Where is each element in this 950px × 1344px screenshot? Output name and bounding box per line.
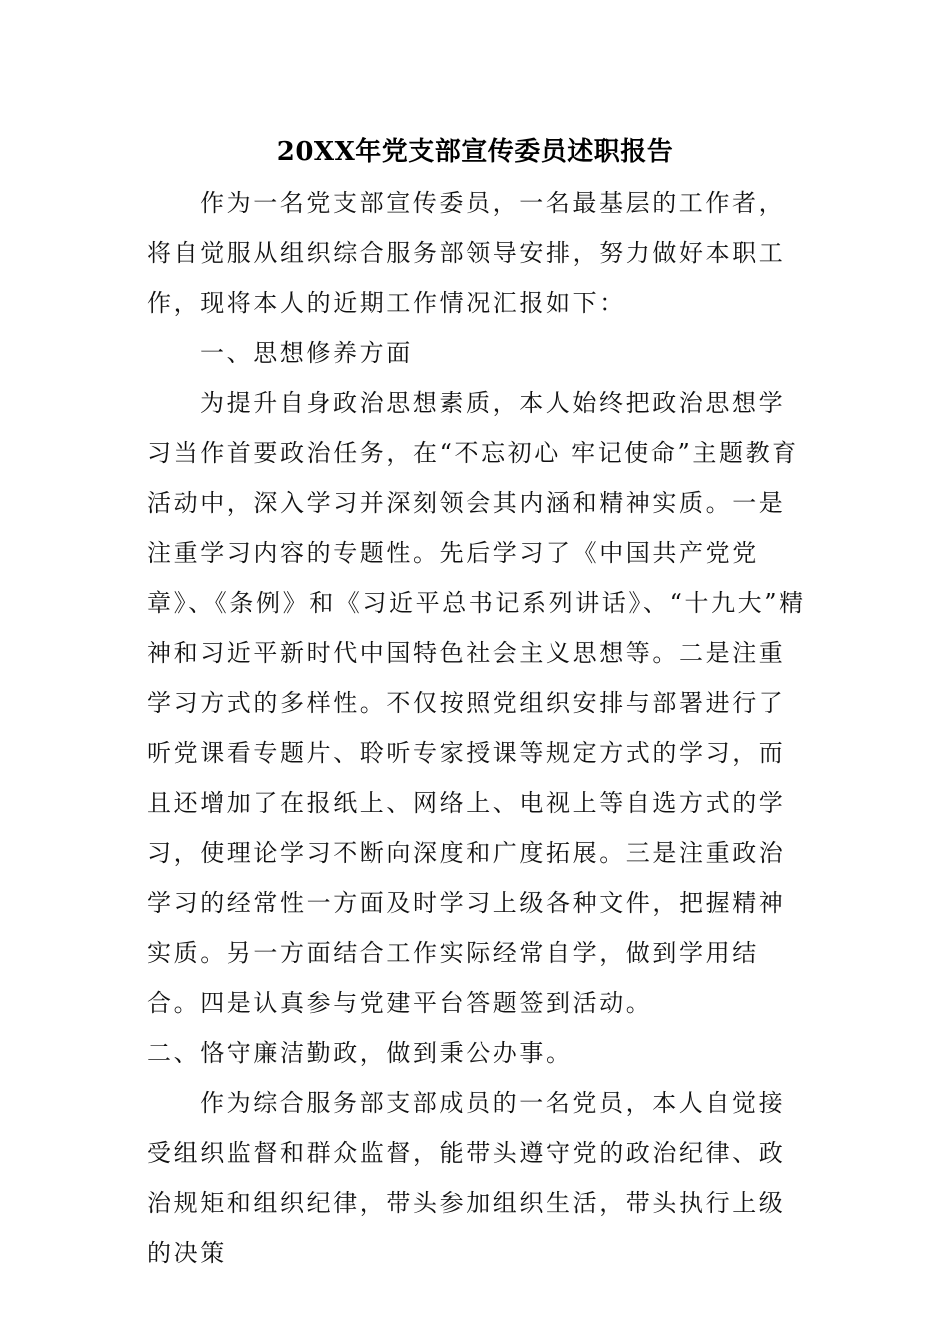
section-heading-2: 二、恪守廉洁勤政，做到秉公办事。	[147, 1039, 573, 1067]
section-2-paragraph: 作为综合服务部支部成员的一名党员，本人自觉接受组织监督和群众监督，能带头遵守党的政治纪律、政治规矩和组织纪律，带头参加组织生活，带头执行上级的决策	[147, 1089, 786, 1267]
section-heading-1: 一、思想修养方面	[200, 339, 413, 367]
section-1-paragraph: 为提升自身政治思想素质，本人始终把政治思想学习当作首要政治任务，在“不忘初心 牢记使命”主题教育活动中，深入学习并深刻领会其内涵和精神实质。一是注重学习内容的专题性。先后学习了《中国共产党党章》、《条例》和《习近平总书记系列讲话》、“十九大”精神和习近平新时代中国特色社会主义思想等。二是注重学习方式的多样性。不仅按照党组织安排与部署进行了听党课看专题片、聆听专家授课等规定方式的学习，而且还增加了在报纸上、网络上、电视上等自选方式的学习，使理论学习不断向深度和广度拓展。三是注重政治学习的经常性一方面及时学习上级各种文件，把握精神实质。另一方面结合工作实际经常自学，做到学用结合。四是认真参与党建平台答题签到活动。	[147, 389, 806, 1017]
document-body	[147, 178, 807, 1278]
intro-paragraph: 作为一名党支部宣传委员，一名最基层的工作者，将自觉服从组织综合服务部领导安排，努力做好本职工作，现将本人的近期工作情况汇报如下：	[147, 189, 786, 317]
document-title: 20XX年党支部宣传委员述职报告	[276, 137, 674, 167]
